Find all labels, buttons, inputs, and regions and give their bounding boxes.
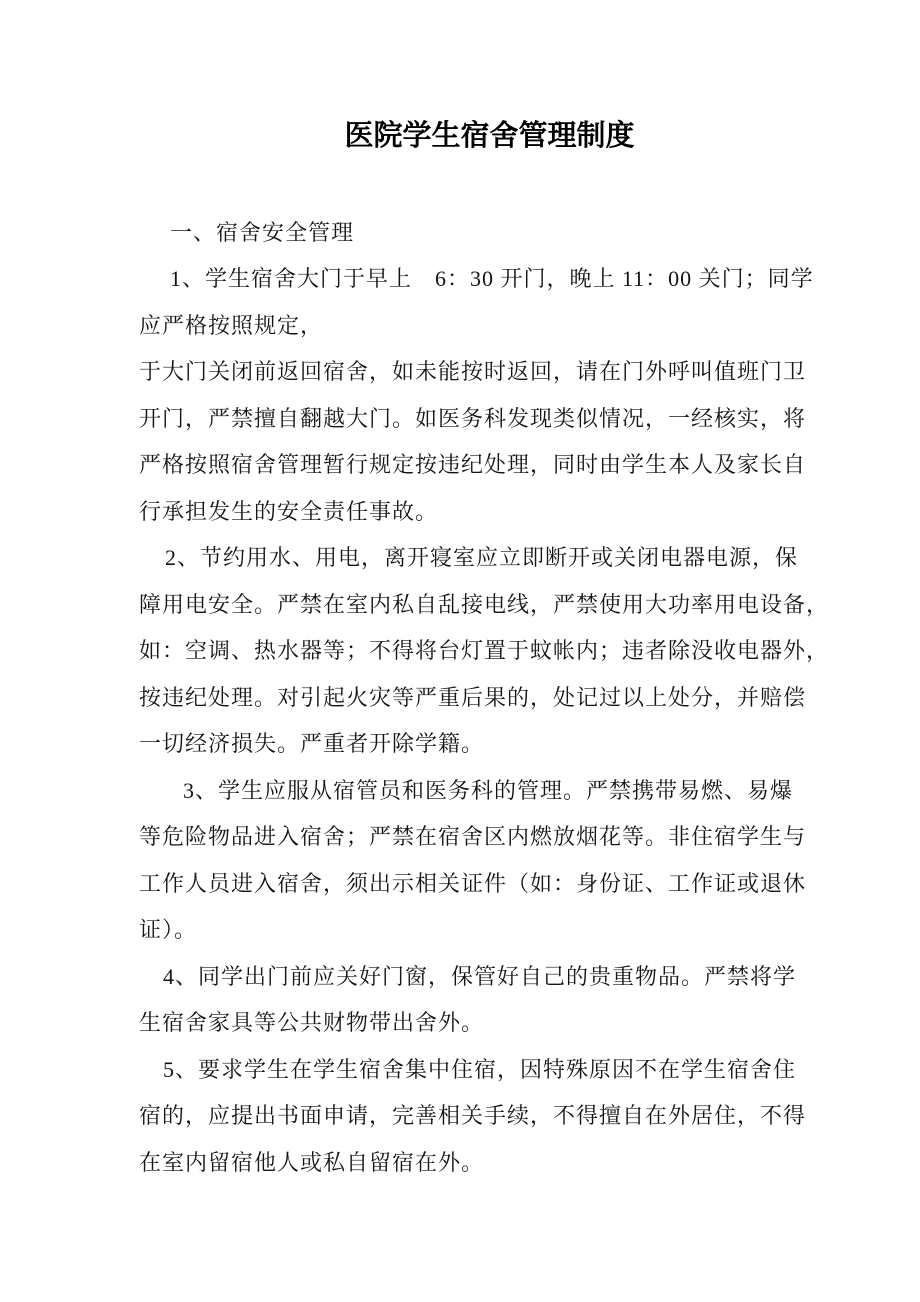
- text-line: 于大门关闭前返回宿舍，如未能按时返回，请在门外呼叫值班门卫: [139, 359, 807, 384]
- document-body: [139, 210, 830, 1187]
- text-line: 证）。: [139, 917, 198, 942]
- text-line: 4、同学出门前应关好门窗，保管好自己的贵重物品。严禁将学: [163, 963, 797, 989]
- text-line: 5、要求学生在学生宿舍集中住宿，因特殊原因不在学生宿舍住: [163, 1056, 797, 1082]
- document-title: 医院学生宿舍管理制度: [344, 120, 635, 152]
- text-line: 开门，严禁擅自翻越大门。如医务科发现类似情况，一经核实，将: [139, 405, 807, 431]
- text-line: 2、节约用水、用电，离开寝室应立即断开或关闭电器电源，保: [165, 545, 799, 570]
- text-line: 在室内留宿他人或私自留宿在外。: [139, 1149, 485, 1175]
- text-line: 障用电安全。严禁在室内私自乱接电线，严禁使用大功率用电设备，: [139, 591, 830, 617]
- text-line: 按违纪处理。对引起火灾等严重后果的，处记过以上处分，并赔偿: [139, 684, 807, 710]
- text-line: 生宿舍家具等公共财物带出舍外。: [139, 1010, 485, 1035]
- text-line: 一切经济损失。严重者开除学籍。: [139, 731, 485, 756]
- text-line: 严格按照宿舍管理暂行规定按违纪处理，同时由学生本人及家长自: [139, 452, 807, 477]
- text-line: 行承担发生的安全责任事故。: [139, 498, 439, 524]
- text-line: 一、宿舍安全管理: [170, 219, 355, 245]
- text-line: 3、学生应服从宿管员和医务科的管理。严禁携带易燃、易爆: [183, 777, 794, 803]
- text-line: 1、学生宿舍大门于早上 6：30 开门，晚上 11：00 关门；同学: [170, 266, 814, 291]
- text-line: 如：空调、热水器等；不得将台灯置于蚊帐内；违者除没收电器外，: [139, 638, 830, 663]
- text-line: 等危险物品进入宿舍；严禁在宿舍区内燃放烟花等。非住宿学生与: [139, 824, 807, 849]
- text-line: 工作人员进入宿舍，须出示相关证件（如：身份证、工作证或退休: [139, 870, 807, 896]
- text-line: 宿的，应提出书面申请，完善相关手续，不得擅自在外居住，不得: [139, 1103, 807, 1128]
- text-line: 应严格按照规定，: [139, 312, 324, 338]
